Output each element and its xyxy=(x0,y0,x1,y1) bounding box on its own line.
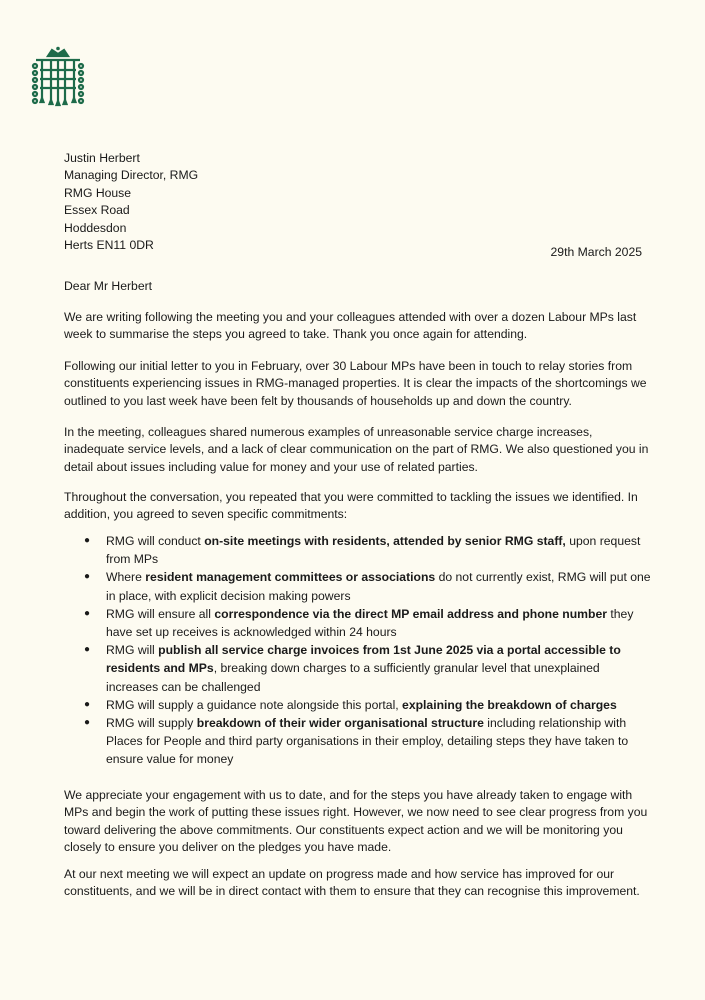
commitment-text: RMG will supply xyxy=(106,716,197,731)
letter-date: 29th March 2025 xyxy=(550,245,642,259)
commitment-bold: resident management committees or associations xyxy=(145,570,436,585)
portcullis-icon xyxy=(30,46,86,110)
commitment-bold: on-site meetings with residents, attended by senior RMG staff, xyxy=(204,534,566,548)
address-line: RMG House xyxy=(64,185,132,200)
paragraph: Throughout the conversation, you repeated that you were committed to tackling the issues we identified. In addition, you agreed to seven specific commitments: xyxy=(64,490,638,522)
paragraph: We appreciate your engagement with us to date, and for the steps you have already taken to engage with MPs and begin the work of putting these issues right. However, we now need to see clear progress from you toward delivering the above commitments. Our constituents expect action and we will be monitoring you closely to ensure you deliver on the pledges you have made. xyxy=(64,788,648,855)
commitment-item xyxy=(84,532,652,568)
commitment-text: RMG will ensure all xyxy=(106,606,215,621)
commitment-item xyxy=(84,714,652,769)
address-line: Essex Road xyxy=(64,203,130,218)
commitment-text: Where xyxy=(106,570,146,585)
commitment-text: including relationship with Places for People and third party organisations in their employ, detailing steps they have taken to ensure value for money xyxy=(106,716,629,767)
commitment-text: they have set up receives is acknowledged within 24 hours xyxy=(106,606,634,640)
commitment-bold: correspondence via the direct MP email address and phone number xyxy=(214,606,607,621)
recipient-address xyxy=(64,150,654,254)
commitment-text: RMG will supply a guidance note alongside this portal, xyxy=(106,697,403,712)
salutation: Dear Mr Herbert xyxy=(64,279,153,293)
paragraph: Following our initial letter to you in February, over 30 Labour MPs have been in touch to relay stories from constituents experiencing issues in RMG-managed properties. It is clear the impacts of the shortcomings we outlined to you last week have been felt by thousands of households up and down the country. xyxy=(64,359,647,408)
commitment-text: RMG will conduct xyxy=(106,534,205,548)
paragraph: In the meeting, colleagues shared numerous examples of unreasonable service charge increases, inadequate service levels, and a lack of clear communication on the part of RMG. We also questioned you in detail about issues including value for money and your use of related parties. xyxy=(64,425,649,474)
commitment-text: RMG will xyxy=(106,643,159,658)
commitment-text: , breaking down charges to a sufficiently granular level that unexplained increases can be challenged xyxy=(106,661,600,694)
commitment-text: upon request from MPs xyxy=(106,534,641,567)
address-line: Managing Director, RMG xyxy=(64,168,199,183)
commitments-list xyxy=(84,532,652,769)
commitment-bold: publish all service charge invoices from 1st June 2025 via a portal accessible to residents and MPs xyxy=(106,643,621,676)
commitment-item xyxy=(84,605,652,641)
address-line: Justin Herbert xyxy=(64,151,140,165)
paragraph: We are writing following the meeting you and your colleagues attended with over a dozen Labour MPs last week to summarise the steps you agreed to take. Thank you once again for attending. xyxy=(64,310,637,342)
commitment-item xyxy=(84,696,652,714)
commitment-item xyxy=(84,641,652,696)
commitment-text: do not currently exist, RMG will put one in place, with explicit decision making powers xyxy=(106,570,651,603)
commitment-bold: explaining the breakdown of charges xyxy=(402,697,617,712)
commitment-item xyxy=(84,568,652,604)
paragraph: At our next meeting we will expect an update on progress made and how service has improved for our constituents, and we will be in direct contact with them to ensure that they can recognise this improvement. xyxy=(64,867,640,899)
address-line: Herts EN11 0DR xyxy=(64,238,154,253)
address-line: Hoddesdon xyxy=(64,220,127,235)
commitment-bold: breakdown of their wider organisational structure xyxy=(196,716,484,731)
